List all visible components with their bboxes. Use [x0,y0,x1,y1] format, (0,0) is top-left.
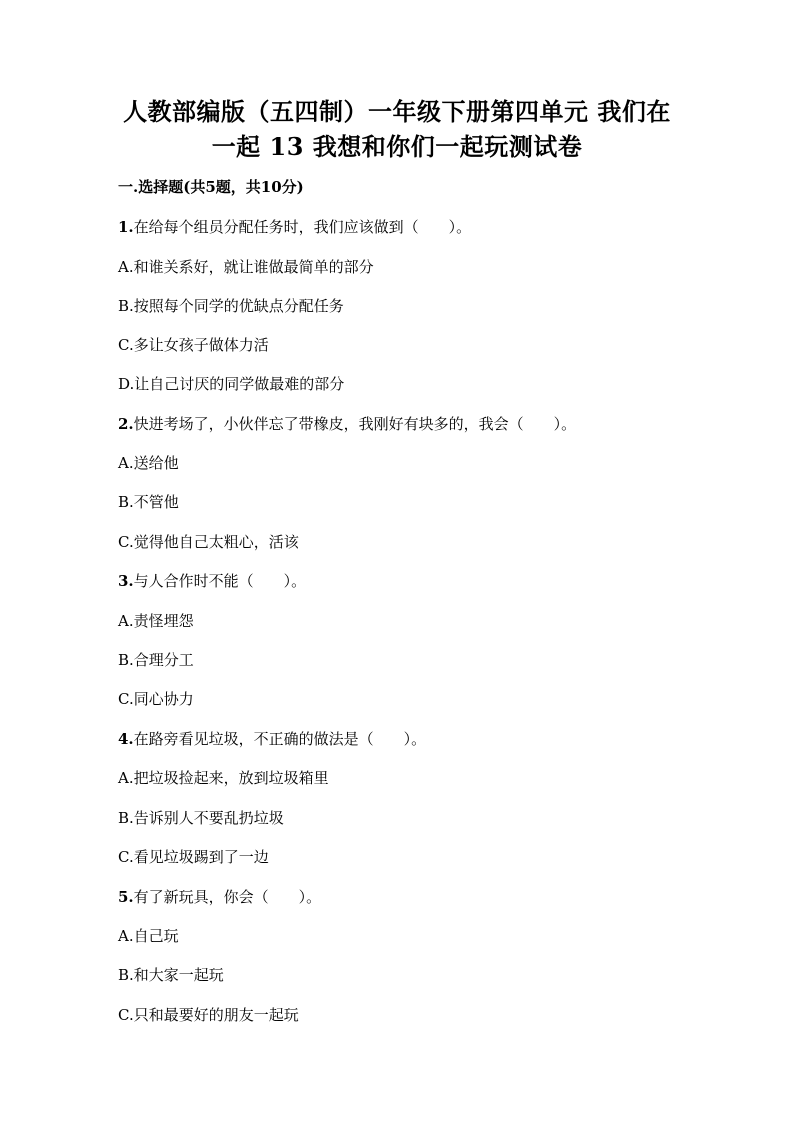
question-1-option-a: A.和谁关系好，就让谁做最简单的部分 [118,258,374,276]
question-text: 在路旁看见垃圾，不正确的做法是（ ）。 [133,730,427,748]
question-text: 在给每个组员分配任务时，我们应该做到（ ）。 [133,218,472,236]
question-1-option-c: C.多让女孩子做体力活 [118,336,269,354]
question-3-option-b: B.合理分工 [118,651,194,669]
question-number: 4. [118,730,134,748]
question-5-option-b: B.和大家一起玩 [118,966,224,984]
question-2-option-c: C.觉得他自己太粗心，活该 [118,533,299,551]
question-number: 3. [118,572,134,590]
question-1-option-b: B.按照每个同学的优缺点分配任务 [118,297,344,315]
question-2-option-a: A.送给他 [118,454,179,472]
question-text: 快进考场了，小伙伴忘了带橡皮，我刚好有块多的，我会（ ）。 [133,415,577,433]
question-4-option-b: B.告诉别人不要乱扔垃圾 [118,809,284,827]
question-3-option-c: C.同心协力 [118,690,194,708]
question-4-option-a: A.把垃圾捡起来，放到垃圾箱里 [118,769,329,787]
question-5-option-a: A.自己玩 [118,927,179,945]
question-3-option-a: A.责怪埋怨 [118,612,194,630]
question-text: 有了新玩具，你会（ ）。 [133,888,322,906]
section-heading: 一.选择题(共5题，共10分) [118,178,304,196]
question-2-option-b: B.不管他 [118,493,179,511]
question-4-option-c: C.看见垃圾踢到了一边 [118,848,269,866]
question-4 [118,728,426,750]
question-3 [118,570,306,592]
question-number: 5. [118,888,134,906]
question-5-option-c: C.只和最要好的朋友一起玩 [118,1006,299,1024]
question-5 [118,886,321,908]
question-2 [118,413,576,435]
document-title-line-2: 一起 13 我想和你们一起玩测试卷 [211,132,583,161]
question-number: 2. [118,415,134,433]
question-text: 与人合作时不能（ ）。 [133,572,307,590]
question-1 [118,216,471,238]
question-number: 1. [118,218,134,236]
document-title-line-1: 人教部编版（五四制）一年级下册第四单元 我们在 [123,97,671,126]
question-1-option-d: D.让自己讨厌的同学做最难的部分 [118,375,345,393]
